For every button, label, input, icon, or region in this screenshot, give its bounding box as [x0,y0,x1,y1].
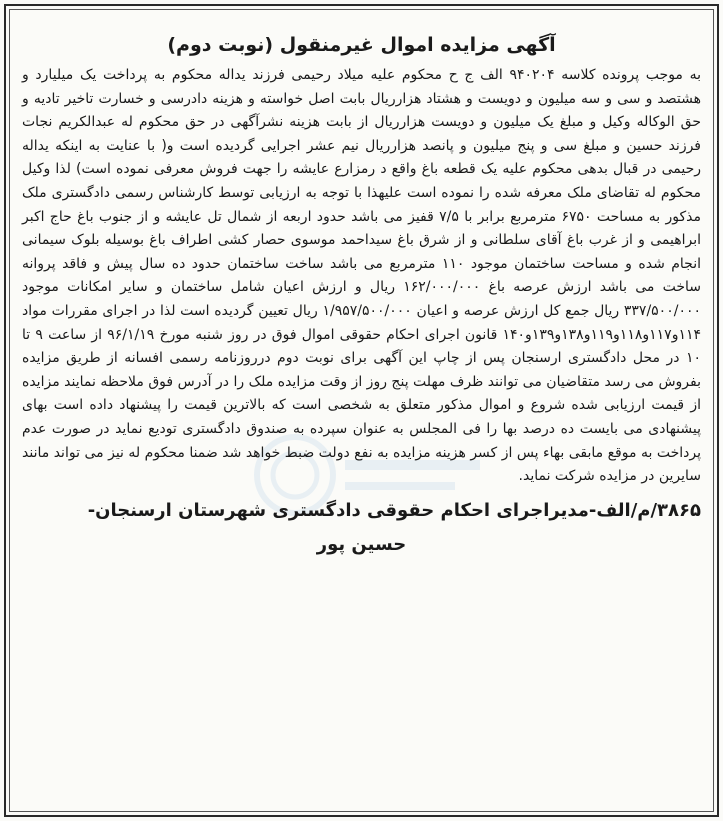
notice-content [22,30,701,563]
notice-signature: حسین پور [316,533,407,555]
notice-footer-reference: ۳۸۶۵/م/الف-مدیراجرای احکام حقوقی دادگستری شهرستان ارسنجان- [87,499,701,521]
notice-body: به موجب پرونده کلاسه ۹۴۰۲۰۴ الف ج ح محکوم علیه میلاد رحیمی فرزند یداله محکوم به پرداخت یک میلیارد و هشتصد و سی و سه میلیون و دویست و هشتاد هزارریال بابت اصل خواسته و هزینه دادرسی و خسارت تاخیر تادیه و حق الوکاله وکیل و مبلغ یک میلیون و دویست هزارریال از بابت هزینه نشرآگهی در حق محکوم له عبدالکریم نجات فرزند حسین و مبلغ سی و پنج میلیون و پانصد هزارریال نیم عشر اجرایی گردیده است و( با عنایت به اینکه یداله رحیمی در قبال بدهی محکوم علیه یک قطعه باغ واقع د رمزارع عایشه را جهت فروش معرفی نموده است) لذا وکیل محکوم له تقاضای ملک معرفه شده را نموده است علیهذا با توجه به ارزیابی توسط کارشناس رسمی دادگستری ملک مذکور به مساحت ۶۷۵۰ مترمربع برابر با ۷/۵ قفیز می باشد حدود اربعه از شمال تل عایشه و از جنوب باغ حاج اکبر ابراهیمی و از غرب باغ آقای سلطانی و از شرق باغ سیداحمد موسوی حصار کشی اطراف باغ بوسیله بلوک سیمانی انجام شده و مساحت ساختمان موجود ۱۱۰ مترمربع می باشد ساخت ساختمان حدود ده سال پیش و فاقد پروانه ساخت می باشد ارزش عرصه باغ ۱۶۲/۰۰۰/۰۰۰ ریال و ارزش اعیان شامل ساختمان و سایر امکانات موجود ۳۳۷/۵۰۰/۰۰۰ ریال جمع کل ارزش عرصه و اعیان ۱/۹۵۷/۵۰۰/۰۰۰ ریال تعیین گردیده است لذا در اجرای مقررات مواد ۱۱۴و۱۱۷و۱۱۸و۱۱۹و۱۳۸و۱۳۹و۱۴۰ قانون اجرای احکام حقوقی اموال فوق در روز شنبه مورخ ۹۶/۱/۱۹ از ساعت ۹ تا ۱۰ در محل دادگستری ارسنجان پس از چاپ این آگهی برای نوبت دوم درروزنامه رسمی افسانه از طریق مزایده بفروش می رسد متقاضیان می توانند ظرف مهلت پنج روز از وقت مزایده ملک را در آدرس فوق ملاحظه نمایند مزایده از قیمت ارزیابی شده شروع و اموال مذکور متعلق به شخصی است که بالاترین قیمت را پیشنهاد داده است بهای پیشنهادی می بایست ده درصد بها را فی المجلس به عنوان سپرده به صندوق دادگستری تودیع نماید در صورت عدم پرداخت به موقع مابقی بهاء پس از کسر هزینه مزایده به نفع دولت ضبط خواهد شد ضمنا محکوم له نیز می تواند مانند سایرین در مزایده شرکت نماید. [22,67,702,485]
notice-title: آگهی مزایده اموال غیرمنقول (نوبت دوم) [167,34,556,56]
